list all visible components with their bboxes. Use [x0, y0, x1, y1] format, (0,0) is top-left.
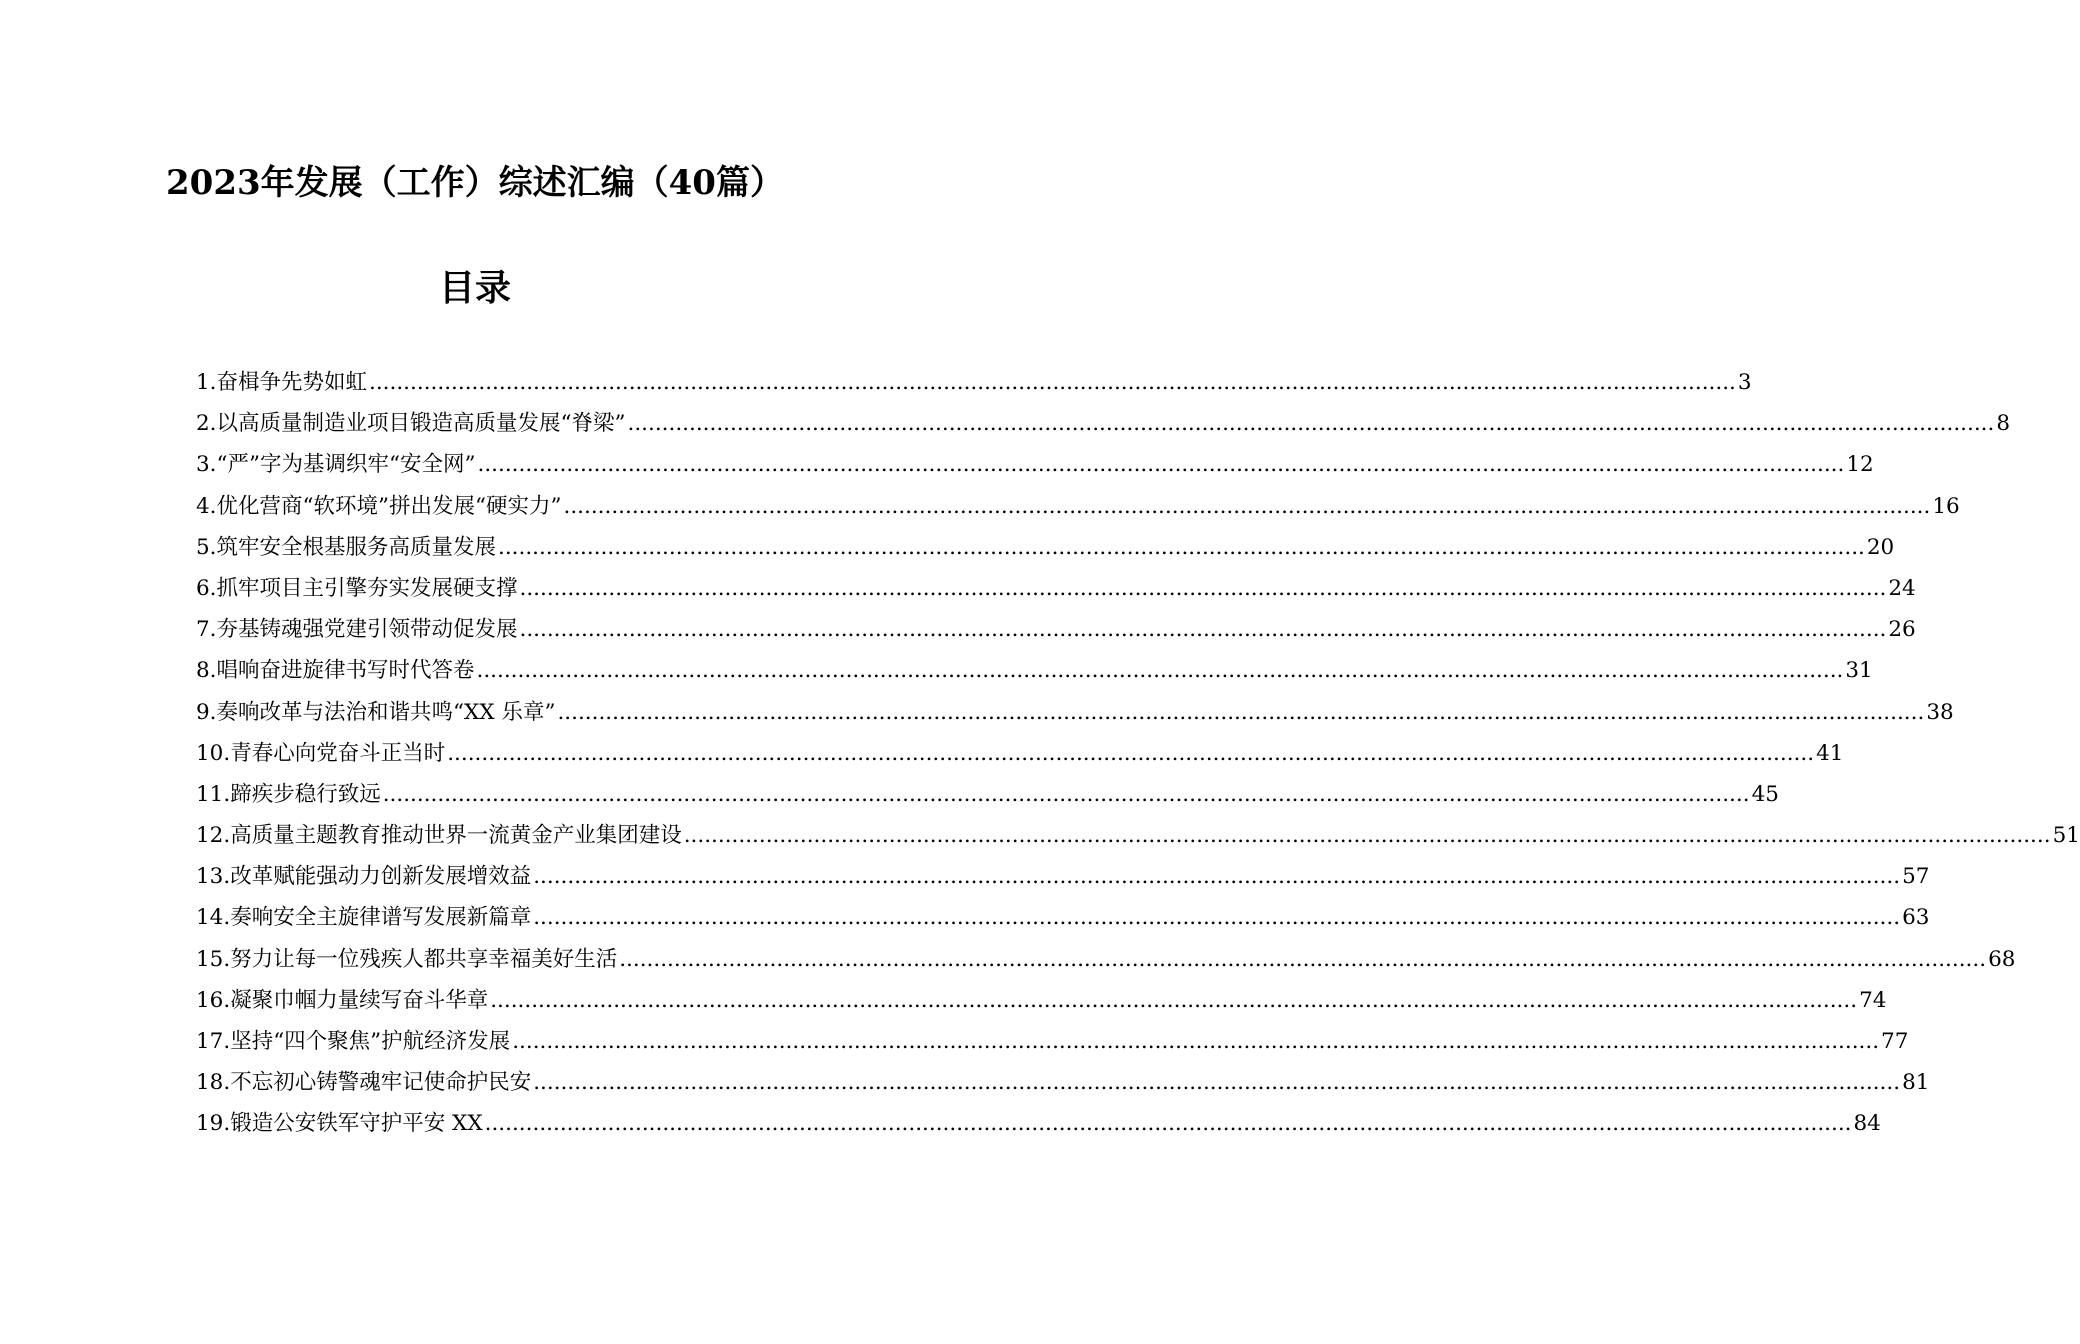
- toc-entry-title: 6.抓牢项目主引擎夯实发展硬支撑: [196, 575, 518, 601]
- toc-entry-page: 41: [1816, 740, 1844, 766]
- toc-entry-title: 7.夯基铸魂强党建引领带动促发展: [196, 617, 518, 643]
- toc-leader-dots: ........................................................................................................................................................................................................: [683, 823, 2051, 849]
- toc-entry[interactable]: [196, 856, 1930, 897]
- toc-leader-dots: ........................................................................................................................................................................................................: [477, 452, 1845, 478]
- toc-entry-title: 16.凝聚巾帼力量续写奋斗华章: [196, 987, 489, 1013]
- toc-entry[interactable]: [196, 362, 1752, 403]
- toc-entry-title: 5.筑牢安全根基服务高质量发展: [196, 534, 497, 560]
- toc-entry[interactable]: [196, 980, 1887, 1021]
- toc-entry-page: 3: [1737, 370, 1752, 395]
- toc-leader-dots: ........................................................................................................................................................................................................: [512, 1029, 1880, 1054]
- toc-entry-title: 13.改革赋能强动力创新发展增效益: [196, 864, 532, 890]
- toc-entry-page: 45: [1751, 781, 1779, 807]
- toc-entry[interactable]: [196, 774, 1779, 815]
- toc-entry[interactable]: [196, 1021, 1909, 1062]
- toc-entry-page: 74: [1859, 987, 1887, 1013]
- toc-leader-dots: ........................................................................................................................................................................................................: [484, 1111, 1852, 1137]
- toc-entry[interactable]: [196, 692, 1954, 733]
- toc-entry-page: 57: [1902, 864, 1930, 890]
- toc-entry-title: 19.锻造公安铁军守护平安 XX: [196, 1111, 483, 1137]
- toc-entry-title: 14.奏响安全主旋律谱写发展新篇章: [196, 905, 532, 931]
- toc-entry[interactable]: [196, 527, 1895, 568]
- toc-leader-dots: ........................................................................................................................................................................................................: [490, 987, 1858, 1013]
- toc-entry[interactable]: [196, 1103, 1881, 1144]
- toc-entry-title: 12.高质量主题教育推动世界一流黄金产业集团建设: [196, 823, 682, 849]
- toc-entry[interactable]: [196, 733, 1844, 774]
- toc-leader-dots: ........................................................................................................................................................................................................: [519, 617, 1887, 643]
- toc-leader-dots: ........................................................................................................................................................................................................: [382, 781, 1750, 807]
- toc-entry-title: 11.蹄疾步稳行致远: [196, 781, 381, 807]
- toc-entry-page: 12: [1846, 452, 1874, 478]
- toc-entry-page: 63: [1902, 905, 1930, 931]
- toc-entry-page: 24: [1888, 575, 1916, 601]
- toc-leader-dots: ........................................................................................................................................................................................................: [476, 658, 1844, 684]
- toc-entry-page: 8: [1996, 411, 2011, 437]
- toc-leader-dots: ........................................................................................................................................................................................................: [619, 946, 1987, 972]
- toc-entry-page: 68: [1988, 946, 2016, 972]
- toc-entry[interactable]: [196, 815, 2080, 856]
- toc-entry-title: 4.优化营商“软环境”拼出发展“硬实力”: [196, 493, 562, 519]
- toc-entry[interactable]: [196, 444, 1874, 485]
- toc-leader-dots: ........................................................................................................................................................................................................: [563, 493, 1931, 519]
- toc-entry-page: 16: [1932, 493, 1960, 519]
- toc-leader-dots: ........................................................................................................................................................................................................: [369, 370, 1736, 395]
- toc-entry-title: 18.不忘初心铸警魂牢记使命护民安: [196, 1070, 532, 1096]
- toc-leader-dots: ........................................................................................................................................................................................................: [557, 699, 1925, 725]
- toc-entry-page: 38: [1926, 699, 1954, 725]
- toc-entry-title: 17.坚持“四个聚焦”护航经济发展: [196, 1029, 511, 1054]
- toc-entry-page: 26: [1888, 617, 1916, 643]
- toc-entry-page: 81: [1902, 1070, 1930, 1096]
- toc-leader-dots: ........................................................................................................................................................................................................: [533, 864, 1901, 890]
- toc-entry-title: 3.“严”字为基调织牢“安全网”: [196, 452, 476, 478]
- toc-entry[interactable]: [196, 897, 1930, 938]
- toc-leader-dots: ........................................................................................................................................................................................................: [627, 411, 1995, 437]
- toc-entry[interactable]: [196, 650, 1873, 691]
- toc-entry-title: 1.奋楫争先势如虹: [196, 370, 368, 395]
- toc-list: [196, 362, 2080, 1145]
- toc-entry-page: 31: [1845, 658, 1873, 684]
- toc-entry[interactable]: [196, 403, 2011, 444]
- toc-entry[interactable]: [196, 568, 1916, 609]
- toc-entry[interactable]: [196, 486, 1960, 527]
- toc-entry-page: 84: [1853, 1111, 1881, 1137]
- toc-entry-title: 10.青春心向党奋斗正当时: [196, 740, 446, 766]
- toc-entry-page: 51: [2052, 823, 2080, 849]
- toc-leader-dots: ........................................................................................................................................................................................................: [498, 534, 1865, 560]
- toc-entry-title: 15.努力让每一位残疾人都共享幸福美好生活: [196, 946, 618, 972]
- toc-entry-title: 8.唱响奋进旋律书写时代答卷: [196, 658, 475, 684]
- toc-entry[interactable]: [196, 939, 2016, 980]
- toc-leader-dots: ........................................................................................................................................................................................................: [533, 905, 1901, 931]
- toc-heading: 目录: [438, 267, 511, 309]
- toc-leader-dots: ........................................................................................................................................................................................................: [519, 575, 1887, 601]
- toc-leader-dots: ........................................................................................................................................................................................................: [447, 740, 1815, 766]
- toc-entry-title: 9.奏响改革与法治和谐共鸣“XX 乐章”: [196, 699, 556, 725]
- toc-entry-page: 77: [1881, 1029, 1909, 1054]
- toc-entry[interactable]: [196, 609, 1916, 650]
- document-title: 2023年发展（工作）综述汇编（40篇）: [166, 163, 784, 203]
- toc-leader-dots: ........................................................................................................................................................................................................: [533, 1070, 1901, 1096]
- toc-entry[interactable]: [196, 1062, 1930, 1103]
- toc-entry-page: 20: [1866, 534, 1895, 560]
- toc-entry-title: 2.以高质量制造业项目锻造高质量发展“脊梁”: [196, 411, 626, 437]
